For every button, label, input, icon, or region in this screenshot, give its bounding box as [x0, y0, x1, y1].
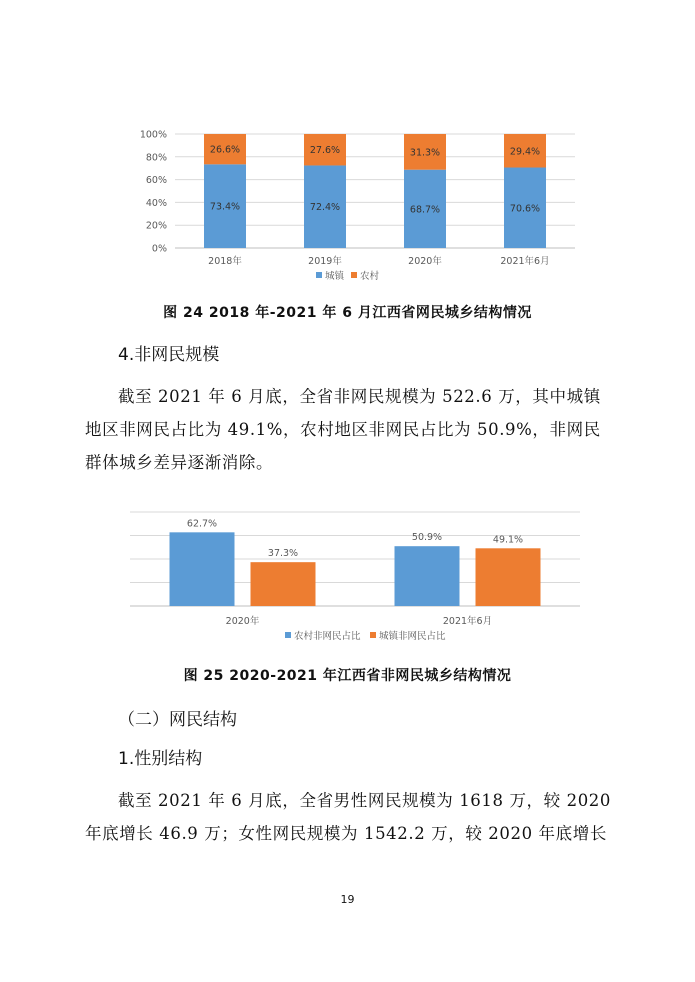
paragraph-2-line-2: 年底增长 46.9 万；女性网民规模为 1542.2 万，较 2020 年底增长	[85, 824, 607, 843]
y-tick-label: 60%	[145, 175, 167, 187]
section-heading-non-netizen-scale: 4.非网民规模	[118, 345, 220, 365]
legend-label: 农村非网民占比	[294, 631, 361, 642]
bar	[395, 546, 460, 606]
bar	[476, 548, 541, 606]
data-label: 37.3%	[267, 548, 299, 560]
data-label: 26.6%	[209, 144, 241, 156]
data-label: 62.7%	[186, 518, 218, 530]
bar	[251, 562, 316, 606]
x-tick-label: 2020年	[225, 616, 260, 627]
data-label: 31.3%	[409, 147, 441, 159]
page-number: 19	[340, 893, 355, 906]
x-tick-label: 2021年6月	[500, 256, 550, 267]
legend-label: 城镇非网民占比	[379, 631, 446, 642]
paragraph-1-line-1: 截至 2021 年 6 月底，全省非网民规模为 522.6 万，其中城镇	[118, 387, 601, 406]
data-label: 27.6%	[309, 145, 341, 157]
x-tick-label: 2019年	[308, 256, 342, 267]
legend-label: 农村	[360, 271, 380, 282]
paragraph-2-line-1: 截至 2021 年 6 月底，全省男性网民规模为 1618 万，较 2020	[118, 791, 611, 810]
figure-24-caption: 图 24 2018 年-2021 年 6 月江西省网民城乡结构情况	[163, 305, 532, 321]
y-tick-label: 0%	[151, 243, 167, 255]
paragraph-1-line-3: 群体城乡差异逐渐消除。	[85, 453, 274, 472]
y-tick-label: 100%	[139, 129, 167, 141]
data-label: 68.7%	[409, 204, 441, 216]
data-label: 72.4%	[309, 202, 341, 214]
legend-swatch	[316, 272, 322, 278]
legend-swatch	[351, 272, 357, 278]
section-heading-gender-structure: 1.性别结构	[118, 749, 203, 769]
figure-24-chart	[120, 120, 590, 285]
section-heading-netizen-structure: （二）网民结构	[118, 710, 237, 730]
data-label: 73.4%	[209, 201, 241, 213]
data-label: 50.9%	[411, 532, 443, 544]
x-tick-label: 2020年	[408, 256, 442, 267]
data-label: 29.4%	[509, 146, 541, 158]
y-tick-label: 80%	[145, 152, 167, 164]
x-tick-label: 2021年6月	[442, 616, 493, 627]
legend-label: 城镇	[325, 271, 345, 282]
bar	[170, 532, 235, 606]
data-label: 70.6%	[509, 203, 541, 215]
figure-25-caption: 图 25 2020-2021 年江西省非网民城乡结构情况	[183, 668, 512, 684]
figure-25-chart	[120, 500, 590, 655]
y-tick-label: 20%	[145, 220, 167, 232]
legend-swatch	[285, 632, 291, 638]
x-tick-label: 2018年	[208, 256, 242, 267]
data-label: 49.1%	[492, 534, 524, 546]
paragraph-1-line-2: 地区非网民占比为 49.1%，农村地区非网民占比为 50.9%，非网民	[85, 420, 601, 439]
legend-swatch	[370, 632, 376, 638]
y-tick-label: 40%	[145, 197, 167, 209]
